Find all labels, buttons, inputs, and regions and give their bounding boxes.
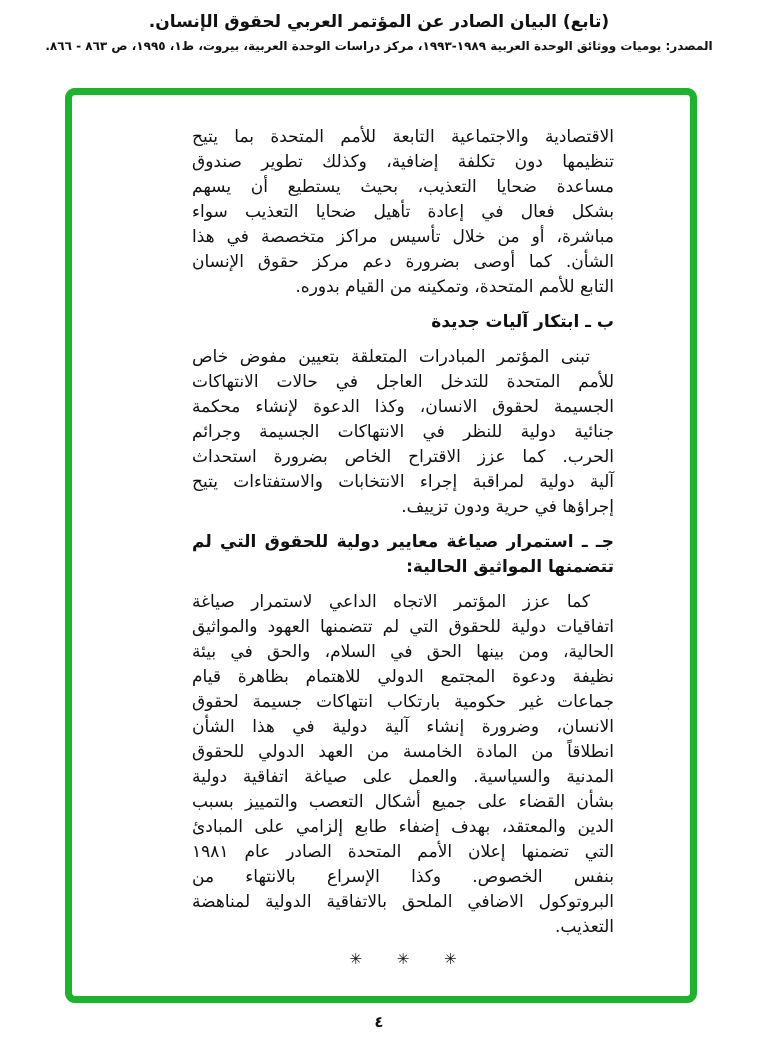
text-line: إجراؤها في حرية ودون تزييف. [401, 497, 614, 517]
text-line: البروتوكول الاضافي الملحق بالاتفاقية الدولية لمناهضة [192, 892, 614, 912]
text-line: التابع للأمم المتحدة، وتمكينه من القيام بدوره. [295, 277, 614, 297]
section-heading [192, 310, 614, 335]
text-line: التي تضمنها إعلان الأمم المتحدة الصادر عام ١٩٨١ [192, 842, 614, 862]
text-line: جـ ـ استمرار صياغة معايير دولية للحقوق التي لم [192, 532, 614, 552]
text-line: مباشرة، أو من خلال تأسيس مراكز متخصصة في هذا [192, 227, 614, 247]
text-line: الحالية، ومن بينها الحق في السلام، والحق في بيئة [192, 642, 614, 662]
text-line: الشأن. كما أوصى بضرورة دعم مركز حقوق الإنسان [192, 252, 614, 272]
text-line: آلية دولية لمراقبة إجراء الانتخابات والاستفتاءات يتيح [192, 472, 614, 492]
green-frame [65, 88, 697, 1003]
text-line: الجسيمة لحقوق الانسان، وكذا الدعوة لإنشاء محكمة [192, 397, 614, 417]
text-line: تتضمنها المواثيق الحالية: [406, 557, 614, 577]
document-title: (تابع) البيان الصادر عن المؤتمر العربي لحقوق الإنسان. [148, 12, 610, 32]
text-line: كما عزز المؤتمر الاتجاه الداعي لاستمرار صياغة [192, 592, 590, 612]
page-number: ٤ [374, 1013, 384, 1031]
text-line: الاقتصادية والاجتماعية التابعة للأمم المتحدة بما يتيح [192, 127, 614, 147]
text-line: اتفاقيات دولية للحقوق التي لم تتضمنها العهود والمواثيق [192, 617, 614, 637]
paragraph [192, 125, 614, 300]
text-line: جنائية دولية للنظر في الانتهاكات الجسيمة وجرائم [192, 422, 614, 442]
text-line: تبنى المؤتمر المبادرات المتعلقة بتعيين مفوض خاص [192, 347, 590, 367]
asterisk-separator: ✳ ✳ ✳ [349, 950, 457, 968]
text-line: تنظيمها دون تكلفة إضافية، وكذلك تطوير صندوق [192, 152, 614, 172]
text-line: بشكل فعال في إعادة تأهيل ضحايا التعذيب سواء [192, 202, 614, 222]
text-line: جماعات غير حكومية بارتكاب انتهاكات جسيمة لحقوق [192, 692, 614, 712]
paragraph [192, 590, 614, 940]
text-line: للأمم المتحدة للتدخل العاجل في حالات الانتهاكات [192, 372, 614, 392]
document-text [192, 125, 614, 968]
text-line: بنفس الخصوص. وكذا الإسراع بالانتهاء من [192, 867, 614, 887]
text-line: الحرب. كما عزز الاقتراح الخاص بضرورة استحداث [192, 447, 614, 467]
paragraph [192, 345, 614, 520]
text-line: نظيفة ودعوة المجتمع الدولي للاهتمام بظاهرة قيام [192, 667, 614, 687]
source-citation: المصدر: يوميات ووثائق الوحدة العربية ١٩٨٩-١٩٩٣، مركز دراسات الوحدة العربية، بيروت، ط١، ١٩٩٥، ص ٨٦٣ - ٨٦٦. [45, 39, 713, 53]
text-line: انطلاقاً من المادة الخامسة من العهد الدولي للحقوق [192, 742, 614, 762]
text-line: بشأن القضاء على جميع أشكال التعصب والتمييز بسبب [192, 792, 614, 812]
text-line: مساعدة ضحايا التعذيب، بحيث يستطيع أن يسهم [192, 177, 614, 197]
text-line: الدين والمعتقد، بهدف إضفاء طابع إلزامي على المبادئ [192, 817, 614, 837]
text-line: المدنية والسياسية. والعمل على صياغة اتفاقية دولية [192, 767, 614, 787]
text-line: الانسان، وضرورة إنشاء آلية دولية في هذا الشأن [192, 717, 614, 737]
text-line: التعذيب. [555, 917, 614, 937]
text-line: ب ـ ابتكار آليات جديدة [431, 312, 614, 332]
page-header [0, 12, 758, 53]
section-heading [192, 530, 614, 580]
